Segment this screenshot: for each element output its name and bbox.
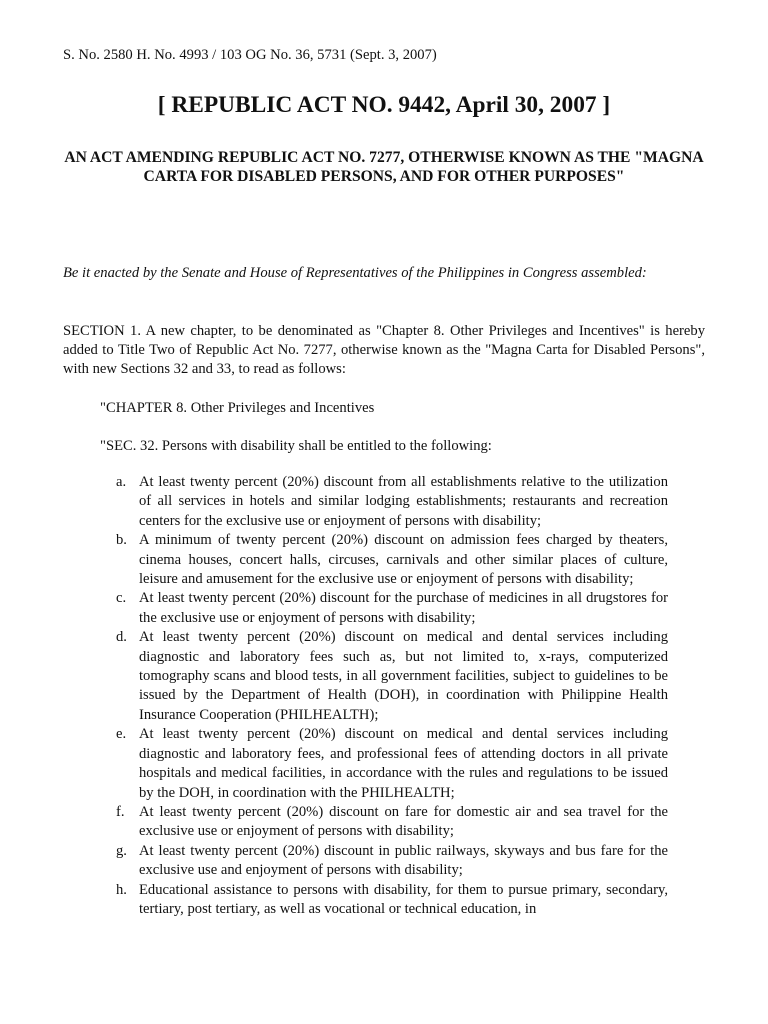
- list-item-text: At least twenty percent (20%) discount from all establishments relative to the utilization of all services in hotels and similar lodging establishments; restaurants and recreation centers for the exclusive use or enjoyment of persons with disability;: [139, 474, 668, 529]
- enacting-clause: Be it enacted by the Senate and House of Representatives of the Philippines in Congress assembled:: [63, 265, 647, 281]
- list-item-h: [63, 881, 668, 920]
- list-item-d: [63, 628, 668, 725]
- list-marker: c.: [116, 590, 127, 607]
- list-marker: a.: [116, 474, 127, 490]
- list-item-text: At least twenty percent (20%) discount for the purchase of medicines in all drugstores for the exclusive use or enjoyment of persons with disability;: [139, 590, 668, 626]
- list-marker: f.: [116, 803, 125, 820]
- list-marker: g.: [116, 842, 127, 859]
- act-title: AN ACT AMENDING REPUBLIC ACT NO. 7277, OTHERWISE KNOWN AS THE "MAGNA CARTA FOR DISABLED PERSONS, AND FOR OTHER PURPOSES": [64, 149, 704, 185]
- section-1-paragraph: SECTION 1. A new chapter, to be denominated as "Chapter 8. Other Privileges and Incentives" is hereby added to Title Two of Republic Act No. 7277, otherwise known as the "Magna Carta for Disabled Persons", with new Sections 32 and 33, to read as follows:: [63, 323, 705, 377]
- list-item-f: [63, 803, 668, 842]
- list-item-text: Educational assistance to persons with disability, for them to pursue primary, secondary, tertiary, post tertiary, as well as vocational or technical education, in: [139, 881, 668, 917]
- list-item-text: At least twenty percent (20%) discount on medical and dental services including diagnostic and laboratory fees such as, but not limited to, x-rays, computerized tomography scans and blood tests, in all government facilities, subject to guidelines to be issued by the Department of Health (DOH), in coordination with Philippine Health Insurance Cooperation (PHILHEALTH);: [139, 629, 668, 723]
- list-item-c: [63, 589, 668, 628]
- reference-line: S. No. 2580 H. No. 4993 / 103 OG No. 36, 5731 (Sept. 3, 2007): [63, 47, 437, 63]
- list-item-b: [63, 531, 668, 589]
- list-marker: e.: [116, 726, 127, 743]
- list-item-g: [63, 842, 668, 881]
- list-item-text: At least twenty percent (20%) discount on medical and dental services including diagnostic and laboratory fees, and professional fees of attending doctors in all private hospitals and medical facilities, in accordance with the rules and regulations to be issued by the DOH, in coordination with the PHILHEALTH;: [139, 726, 668, 801]
- list-marker: d.: [116, 629, 127, 646]
- list-item-e: [63, 725, 668, 803]
- list-item-text: A minimum of twenty percent (20%) discount on admission fees charged by theaters, cinema houses, concert halls, circuses, carnivals and other similar places of culture, leisure and amusement for the exclusive use or enjoyment of persons with disability;: [139, 532, 668, 588]
- republic-act-title: [ REPUBLIC ACT NO. 9442, April 30, 2007 ]: [157, 92, 611, 118]
- list-item-text: At least twenty percent (20%) discount in public railways, skyways and bus fare for the exclusive use and enjoyment of persons with disability;: [139, 842, 668, 879]
- list-marker: b.: [116, 532, 127, 549]
- list-item-text: At least twenty percent (20%) discount on fare for domestic air and sea travel for the exclusive use or enjoyment of persons with disability;: [139, 803, 668, 840]
- privileges-list: [63, 473, 705, 919]
- list-marker: h.: [116, 881, 127, 898]
- list-item-a: [63, 473, 668, 531]
- chapter-heading: "CHAPTER 8. Other Privileges and Incentives: [100, 400, 375, 416]
- section-32-intro: "SEC. 32. Persons with disability shall be entitled to the following:: [100, 438, 492, 454]
